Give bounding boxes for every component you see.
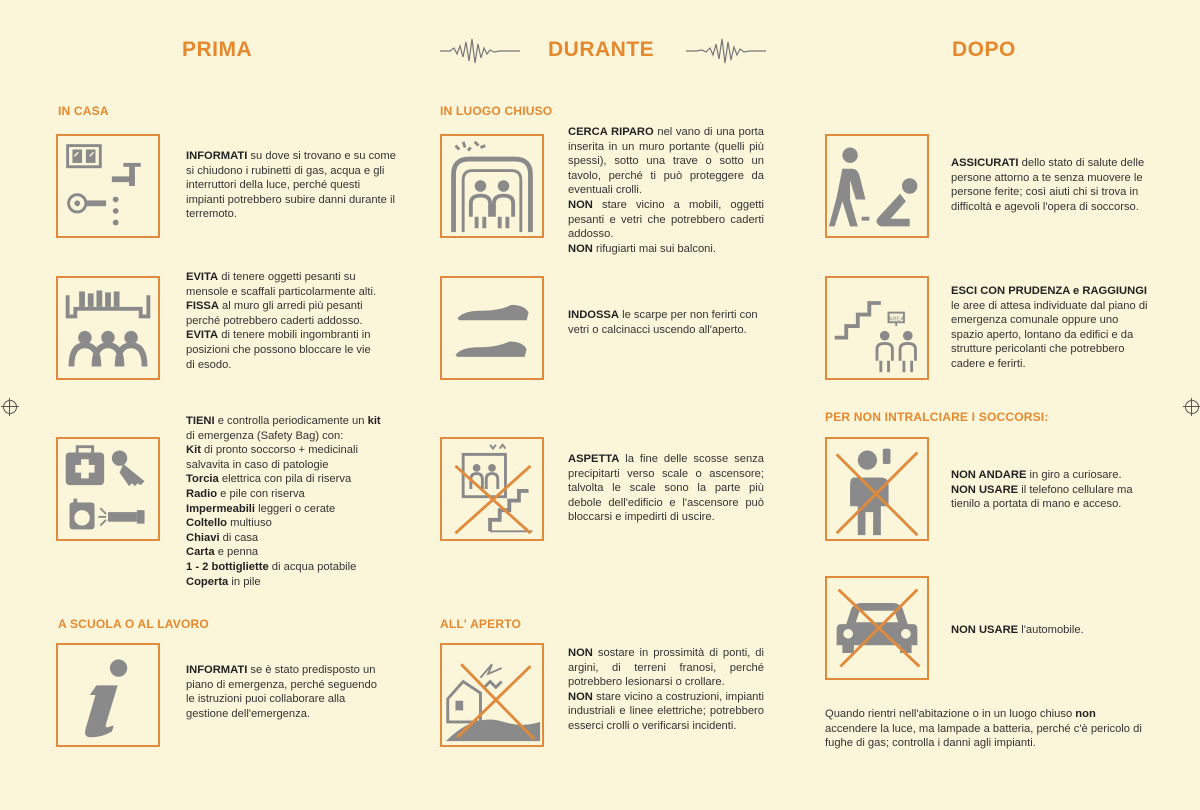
prima-item4-text: INFORMATI se è stato predisposto un piano di emergenza, perché seguendo le istruzioni puoi collaborare alla gestione dell'emergenza.	[186, 664, 377, 720]
utilities-icon	[56, 134, 160, 238]
svg-text:AREA: AREA	[888, 316, 905, 323]
section-in-casa: IN CASA	[58, 104, 109, 118]
registration-mark-right	[1185, 400, 1199, 414]
prima-item1-text: INFORMATI su dove si trovano e su come si chiudono i rubinetti di gas, acqua e gli interruttori della luce, perché questi impianti potrebbero subire danni durante il terremoto.	[186, 150, 396, 221]
dopo-item3-text: NON ANDARE in giro a curiosare. NON USARE il telefono cellulare ma tienilo a portata di mano e acceso.	[951, 469, 1133, 511]
title-durante: DURANTE	[548, 38, 655, 61]
section-per-non-intralciare: PER NON INTRALCIARE I SOCCORSI:	[825, 410, 1049, 424]
no-elevator-stairs-icon	[440, 437, 544, 541]
prima-item3-text: TIENI e controlla periodicamente un kit di emergenza (Safety Bag) con: Kit di pronto soccorso + medicinali salvavita in caso di patologie Torcia elettrica con pila di riserva Radio e pile con riserva Impermeabili leggeri o cerate Coltello multiuso Chiavi di casa Carta e penna 1 - 2 bottigliette di acqua potabile Coperta in pile	[186, 415, 381, 588]
help-injured-icon	[825, 134, 929, 238]
section-in-luogo-chiuso: IN LUOGO CHIUSO	[440, 104, 553, 118]
dopo-footer-text: Quando rientri nell'abitazione o in un luogo chiuso non accendere la luce, ma lampade a batteria, perché c'è pericolo di fughe di gas; controlla i danni agli impianti.	[825, 708, 1142, 750]
registration-mark-left	[3, 400, 17, 414]
durante-item2-text: INDOSSA le scarpe per non ferirti con vetri o calcinacci uscendo all'aperto.	[568, 309, 758, 336]
title-prima: PRIMA	[182, 38, 253, 61]
title-dopo: DOPO	[952, 38, 1016, 61]
durante-item3-text: ASPETTA la fine delle scosse senza precipitarti verso scale o ascensore; talvolta le scale sono la parte più debole dell'edificio e l'ascensore può bloccarsi e impedirti di uscire.	[568, 453, 764, 524]
info-icon	[56, 643, 160, 747]
section-all-aperto: ALL' APERTO	[440, 617, 522, 631]
seismograph-left-icon	[440, 36, 520, 66]
dopo-item1-text: ASSICURATI dello stato di salute delle persone attorno a te senza muovere le persone ferite; così aiuti chi si trova in difficoltà e agevoli l'opera di soccorso.	[951, 157, 1145, 213]
seismograph-right-icon	[686, 36, 766, 66]
evacuation-area-icon	[825, 276, 929, 380]
doorway-shelter-icon	[440, 134, 544, 238]
durante-item4-text: NON sostare in prossimità di ponti, di argini, di terreni franosi, perché potrebbero lesionarsi o crollare. NON stare vicino a costruzioni, impianti industriali e linee elettriche; potrebbero esserci crolli o verificarsi incidenti.	[568, 647, 764, 732]
emergency-kit-icon	[56, 437, 160, 541]
no-collapse-zone-icon	[440, 643, 544, 747]
no-car-icon	[825, 576, 929, 680]
no-phone-icon	[825, 437, 929, 541]
furniture-icon	[56, 276, 160, 380]
durante-item1-text: CERCA RIPARO nel vano di una porta inserita in un muro portante (quelli più spessi), sotto una trave o sotto un tavolo, perché ti può proteggere da eventuali crolli. NON stare vicino a mobili, oggetti pesanti e vetri che potrebbero caderti addosso. NON rifugiarti mai sui balconi.	[568, 126, 765, 255]
dopo-item4-text: NON USARE l'automobile.	[951, 624, 1084, 636]
prima-item2-text: EVITA di tenere oggetti pesanti su mensole e scaffali particolarmente alti. FISSA al muro gli arredi più pesanti perché potrebbero caderti addosso. EVITA di tenere mobili ingombranti in posizioni che possono bloccare le vie di esodo.	[186, 271, 377, 371]
dopo-item2-text: ESCI CON PRUDENZA e RAGGIUNGI le aree di attesa individuate dal piano di emergenza comunale oppure uno spazio aperto, lontano da edifici e da strutture pericolanti che potrebbero cadere e ferirti.	[951, 285, 1148, 370]
shoes-icon	[440, 276, 544, 380]
section-scuola-lavoro: A SCUOLA O AL LAVORO	[58, 617, 209, 631]
